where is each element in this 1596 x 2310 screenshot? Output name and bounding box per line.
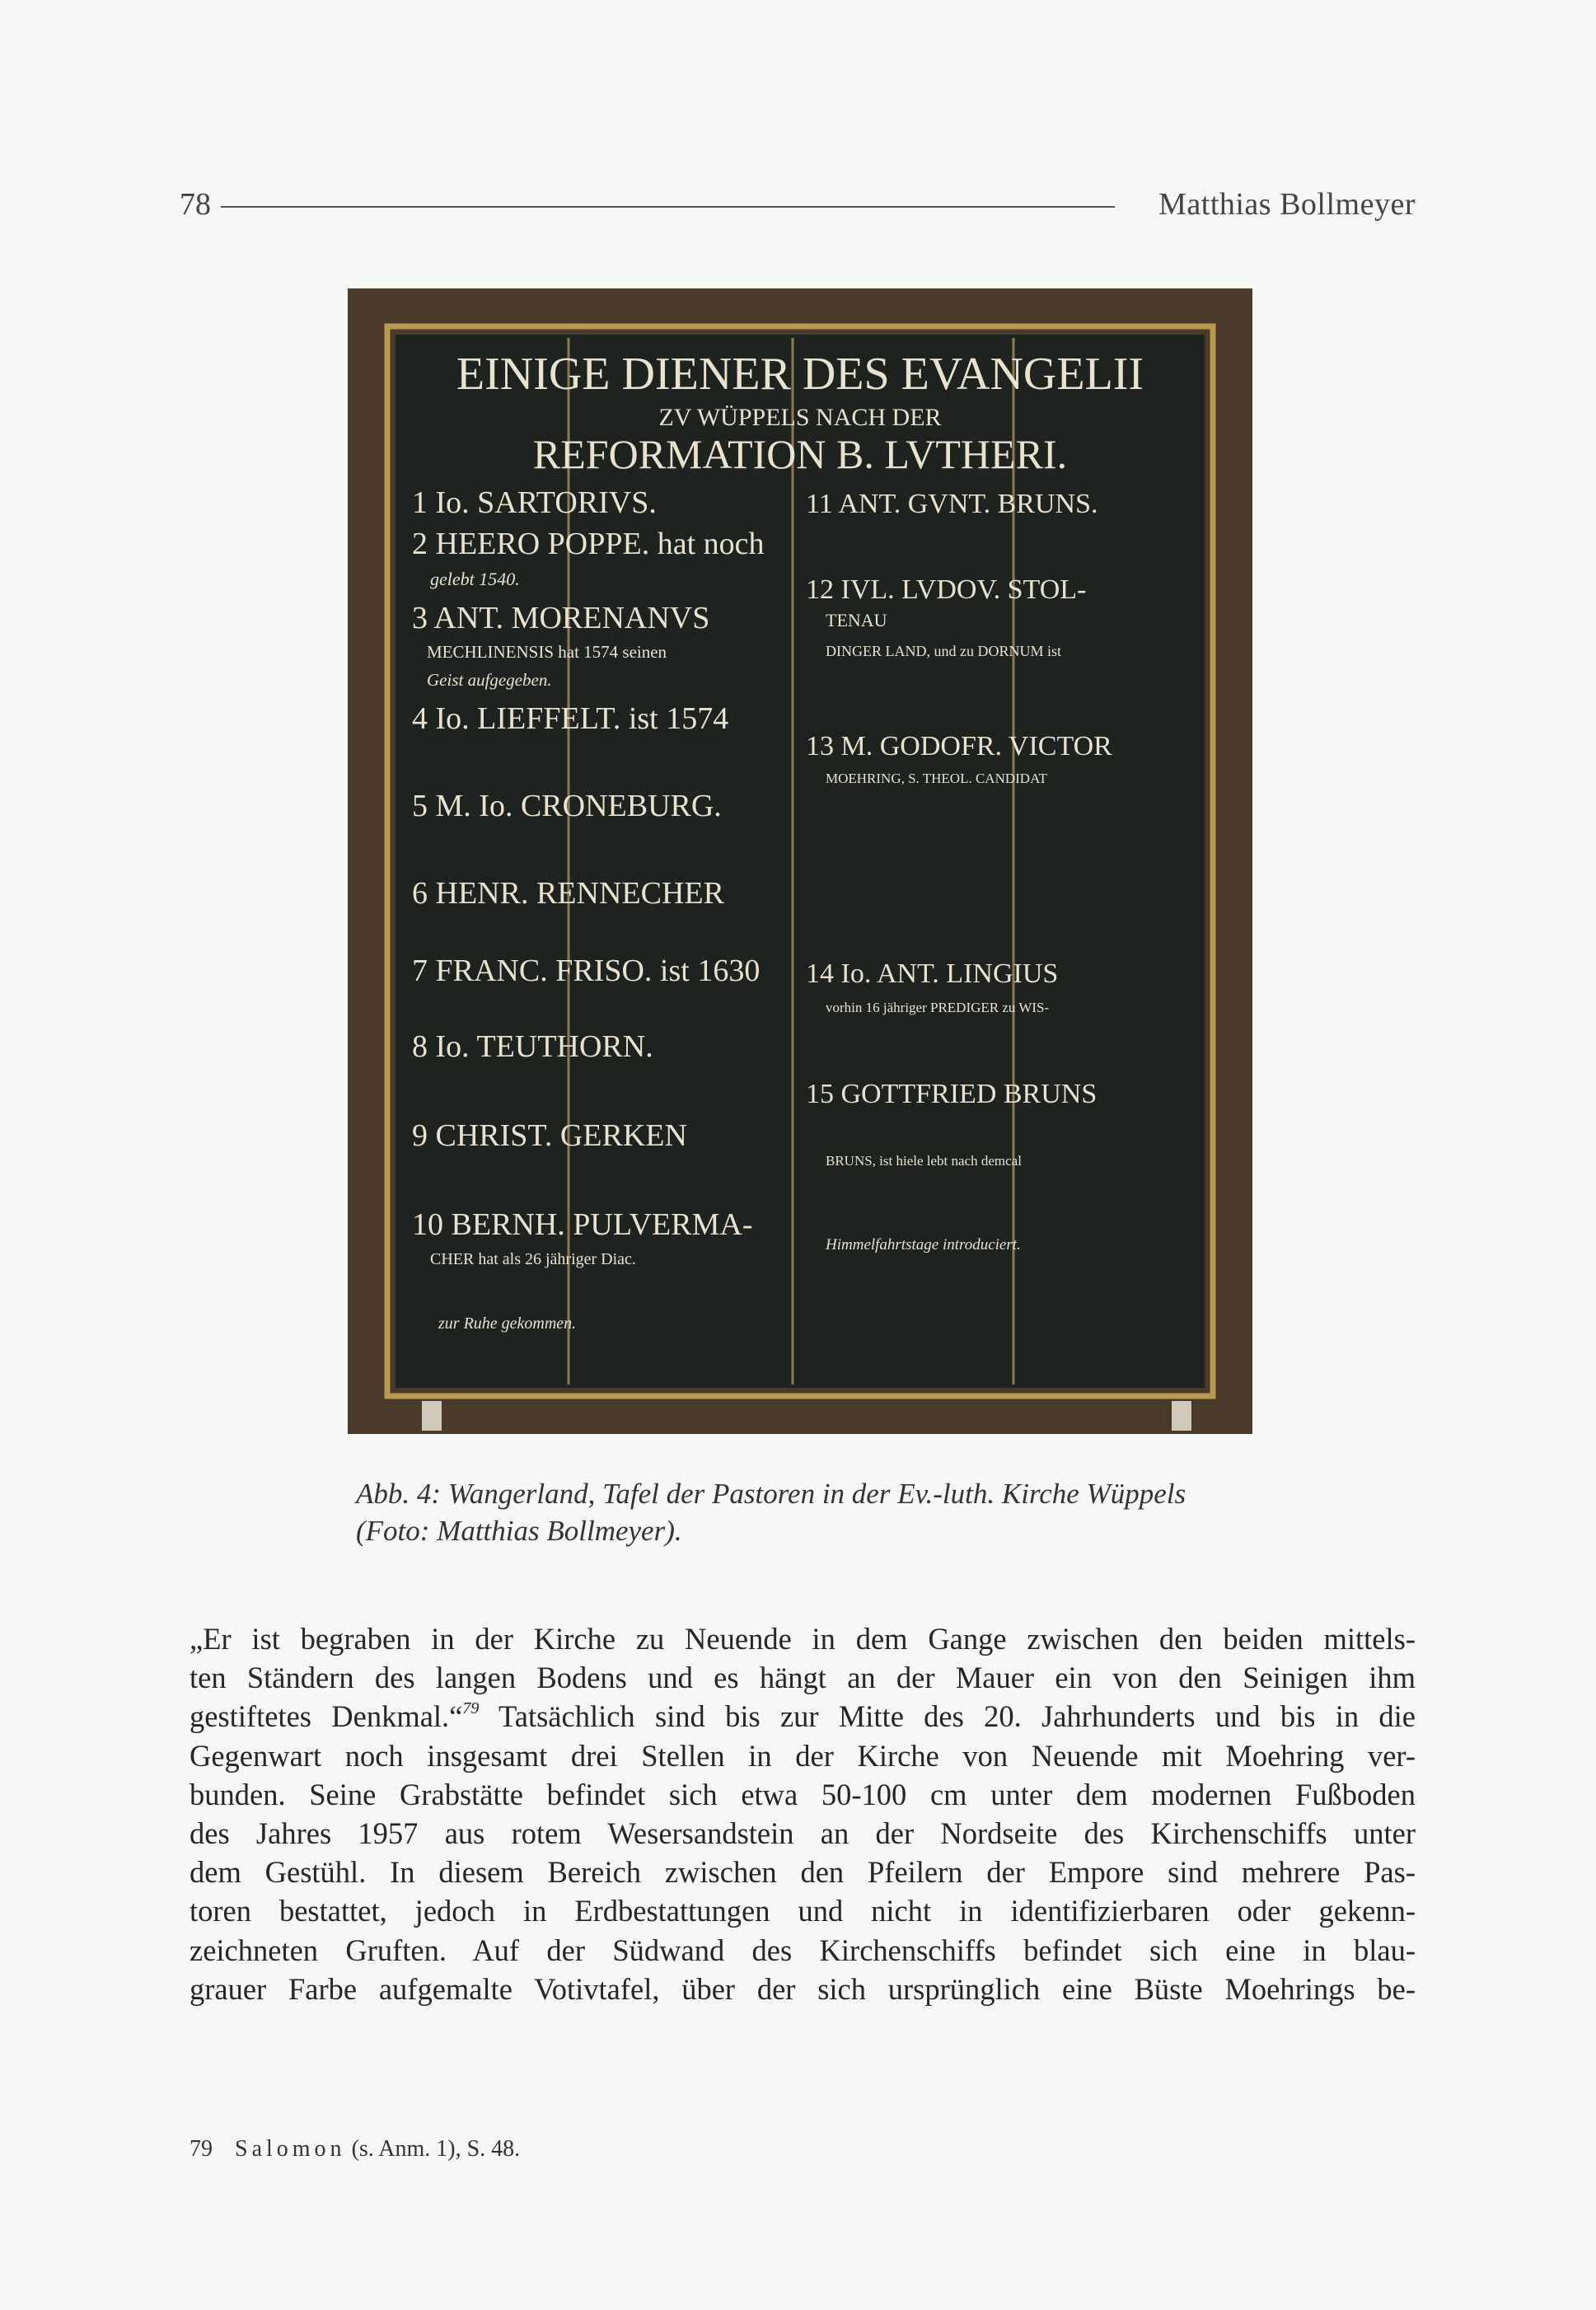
body-line: des Jahres 1957 aus rotem Wesersandstein an der Nordseite des Kirchenschiffs unter <box>190 1816 1416 1851</box>
body-text-run: gestiftetes Denkmal.“ <box>190 1699 463 1734</box>
body-line-with-footnote <box>190 1697 1416 1736</box>
plaque-right-line: 14 Io. ANT. LINGIUS <box>806 958 1059 989</box>
plaque-title-2: ZV WÜPPELS NACH DER <box>658 404 942 431</box>
body-line: zeichneten Gruften. Auf der Südwand des Kirchenschiffs befindet sich eine in blau- <box>190 1933 1416 1967</box>
plaque-left-line: 1 Io. SARTORIVS. <box>412 485 657 520</box>
plaque-right-line: 12 IVL. LVDOV. STOL- <box>806 574 1087 605</box>
body-line: Gegenwart noch insgesamt drei Stellen in der Kirche von Neuende mit Moehring ver- <box>190 1738 1416 1773</box>
footnote-reference[interactable]: 79 <box>462 1699 480 1718</box>
body-line: bunden. Seine Grabstätte befindet sich etwa 50-100 cm unter dem modernen Fußboden <box>190 1777 1416 1811</box>
page-number: 78 <box>180 187 211 222</box>
running-author: Matthias Bollmeyer <box>1158 187 1416 222</box>
plaque-right-line: BRUNS, ist hiele lebt nach demcal <box>826 1153 1022 1169</box>
caption-line-2: (Foto: Matthias Bollmeyer). <box>356 1515 682 1547</box>
plaque-left-line: CHER hat als 26 jähriger Diac. <box>430 1250 636 1268</box>
caption-line-1: Abb. 4: Wangerland, Tafel der Pastoren in der Ev.-luth. Kirche Wüppels <box>356 1478 1186 1510</box>
body-line: „Er ist begraben in der Kirche zu Neuende in dem Gange zwischen den beiden mittels- <box>190 1622 1416 1656</box>
body-line: toren bestattet, jedoch in Erdbestattungen und nicht in identifizierbaren oder gekenn- <box>190 1894 1416 1928</box>
plaque-left-line: Geist aufgegeben. <box>427 670 552 690</box>
body-line: grauer Farbe aufgemalte Votivtafel, über der sich ursprünglich eine Büste Moehrings be- <box>190 1971 1416 2006</box>
plaque-right-line: MOEHRING, S. THEOL. CANDIDAT <box>826 771 1047 786</box>
plaque-left-line: 5 M. Io. CRONEBURG. <box>412 789 722 823</box>
body-paragraph <box>190 1619 1416 2008</box>
hook-right <box>1172 1401 1191 1431</box>
plaque-right-line: 11 ANT. GVNT. BRUNS. <box>806 489 1098 519</box>
running-header <box>180 180 1416 229</box>
plaque-right-line: DINGER LAND, und zu DORNUM ist <box>826 643 1061 659</box>
plaque-right-line: vorhin 16 jähriger PREDIGER zu WIS- <box>826 1000 1050 1015</box>
plaque-left-line: 6 HENR. RENNECHER <box>412 876 724 911</box>
header-rule <box>221 206 1115 208</box>
footnote-number: 79 <box>190 2136 213 2162</box>
footnote-text: (s. Anm. 1), S. 48. <box>351 2136 521 2162</box>
plaque-title-1: EINIGE DIENER DES EVANGELII <box>456 349 1144 400</box>
body-line: dem Gestühl. In diesem Bereich zwischen den Pfeilern der Empore sind mehrere Pas- <box>190 1855 1416 1890</box>
footnote <box>190 2136 520 2162</box>
plaque-title-3: REFORMATION B. LVTHERI. <box>532 431 1068 477</box>
plaque-right-line: 15 GOTTFRIED BRUNS <box>806 1079 1098 1109</box>
pastor-plaque-image <box>348 288 1252 1434</box>
plaque-right-line: TENAU <box>826 610 887 630</box>
plaque-left-line: 9 CHRIST. GERKEN <box>412 1118 687 1153</box>
hook-left <box>422 1401 442 1431</box>
plaque-right-line: 13 M. GODOFR. VICTOR <box>806 731 1112 761</box>
plaque-left-line: zur Ruhe gekommen. <box>438 1314 577 1333</box>
figure-photo <box>348 288 1252 1434</box>
plaque-left-line: 4 Io. LIEFFELT. ist 1574 <box>412 701 729 736</box>
body-line: ten Ständern des langen Bodens und es hängt an der Mauer ein von den Seinigen ihm <box>190 1661 1416 1695</box>
plaque-left-line: 3 ANT. MORENANVS <box>412 601 710 635</box>
plaque-left-line: 7 FRANC. FRISO. ist 1630 <box>412 954 761 988</box>
figure-caption <box>356 1475 1262 1549</box>
body-text-run: Tatsächlich sind bis zur Mitte des 20. Jahrhunderts und bis in die <box>479 1699 1416 1734</box>
footnote-author: Salomon <box>235 2136 346 2162</box>
plaque-left-line: gelebt 1540. <box>430 569 520 589</box>
plaque-left-line: 2 HEERO POPPE. hat noch <box>412 527 765 561</box>
plaque-left-line: 10 BERNH. PULVERMA- <box>412 1207 753 1242</box>
plaque-left-line: MECHLINENSIS hat 1574 seinen <box>427 642 667 662</box>
plaque-right-line: Himmelfahrtstage introduciert. <box>826 1236 1021 1253</box>
plaque-left-line: 8 Io. TEUTHORN. <box>412 1029 653 1064</box>
